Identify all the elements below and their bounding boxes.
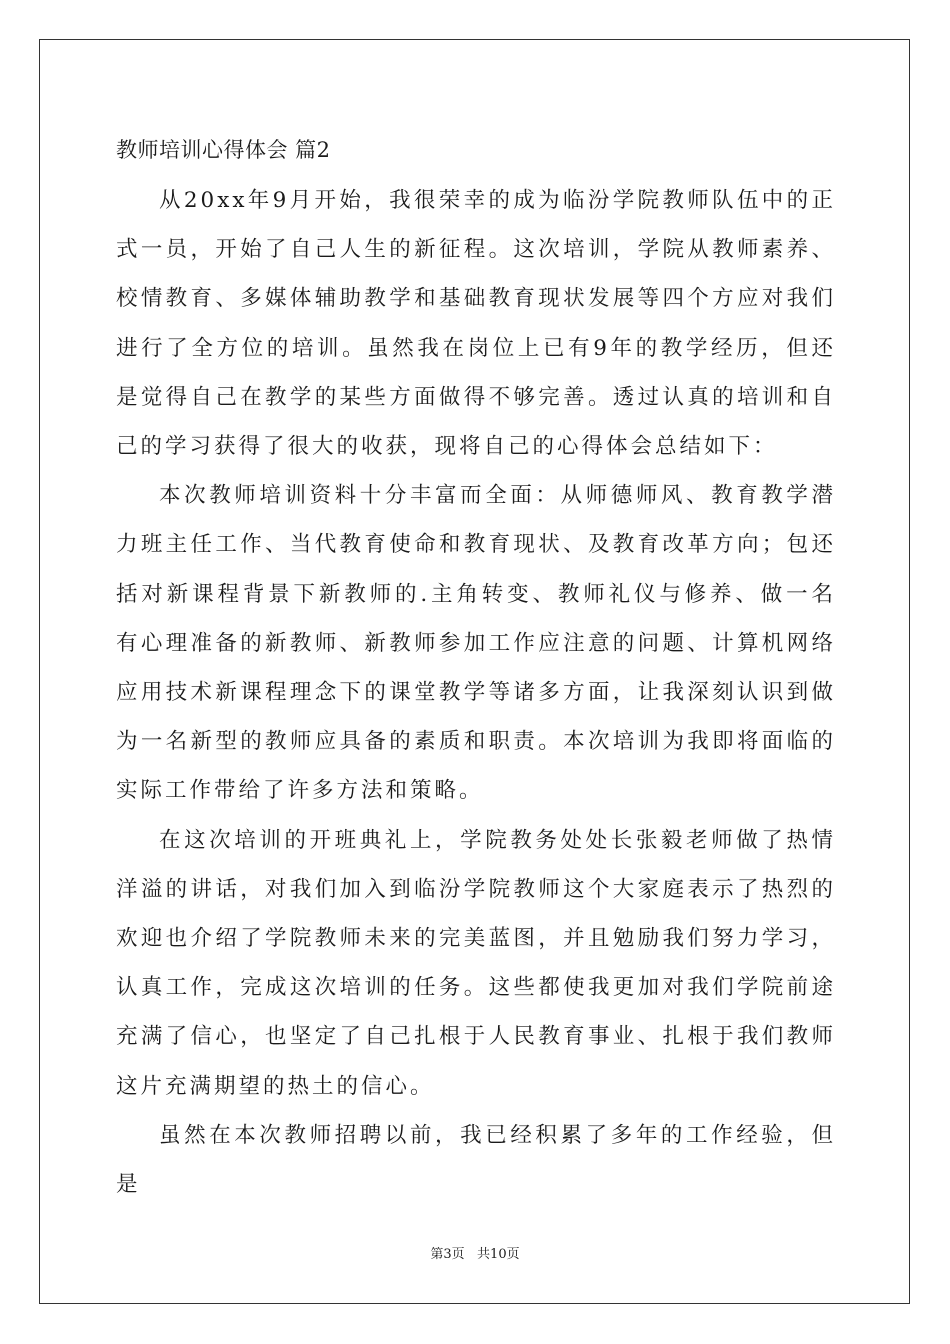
document-body: [116, 124, 836, 1209]
paragraph-3: 在这次培训的开班典礼上，学院教务处处长张毅老师做了热情洋溢的讲话，对我们加入到临汾学院教师这个大家庭表示了热烈的欢迎也介绍了学院教师未来的完美蓝图，并且勉励我们努力学习，认真工作，完成这次培训的任务。这些都使我更加对我们学院前途充满了信心，也坚定了自己扎根于人民教育事业、扎根于我们教师这片充满期望的热土的信心。: [116, 827, 836, 1099]
document-title: 教师培训心得体会 篇2: [116, 138, 331, 162]
paragraph-1: 从20xx年9月开始，我很荣幸的成为临汾学院教师队伍中的正式一员，开始了自己人生的新征程。这次培训，学院从教师素养、校情教育、多媒体辅助教学和基础教育现状发展等四个方应对我们进行了全方位的培训。虽然我在岗位上已有9年的教学经历，但还是觉得自己在教学的某些方面做得不够完善。透过认真的培训和自己的学习获得了很大的收获，现将自己的心得体会总结如下：: [116, 188, 836, 460]
paragraph-2: 本次教师培训资料十分丰富而全面：从师德师风、教育教学潜力班主任工作、当代教育使命和教育现状、及教育改革方向；包还括对新课程背景下新教师的.主角转变、教师礼仪与修养、做一名有心理准备的新教师、新教师参加工作应注意的问题、计算机网络应用技术新课程理念下的课堂教学等诸多方面，让我深刻认识到做为一名新型的教师应具备的素质和职责。本次培训为我即将面临的实际工作带给了许多方法和策略。: [116, 483, 836, 804]
paragraph-4: 虽然在本次教师招聘以前，我已经积累了多年的工作经验，但是: [116, 1122, 836, 1198]
page-number-footer: 第3页 共10页: [430, 1247, 520, 1262]
